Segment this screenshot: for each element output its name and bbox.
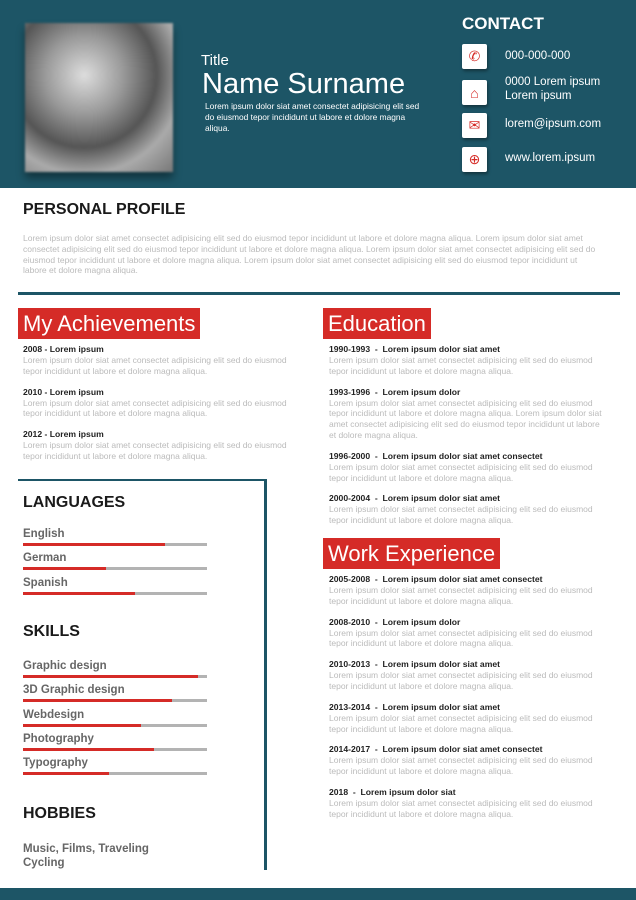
work-experience-list — [329, 573, 604, 829]
skill-label: Webdesign — [23, 708, 85, 721]
language-level-bar — [23, 567, 207, 570]
item-description: Lorem ipsum dolor siat amet consectet adipisicing elit sed do eiusmod tepor incididunt ut labore et dolore magna aliqua. — [23, 355, 287, 376]
item-description: Lorem ipsum dolor siat amet consectet adipisicing elit sed do eiusmod tepor incididunt ut labore et dolore magna aliqua. — [23, 397, 287, 419]
work-item — [329, 658, 604, 692]
hobbies-text: Music, Films, Traveling Cycling — [23, 843, 149, 869]
item-description: Lorem ipsum dolor siat amet consectet adipisicing elit sed do eiusmod tepor incididunt ut labore et dolore magna aliqua. — [329, 755, 593, 777]
item-description: Lorem ipsum dolor siat amet consectet adipisicing elit sed do eiusmod tepor incididunt ut labore et dolore magna aliqua. — [329, 712, 593, 734]
education-heading: Education — [323, 308, 431, 339]
item-description: Lorem ipsum dolor siat amet consectet adipisicing elit sed do eiusmod tepor incididunt ut labore et dolore magna aliqua. — [329, 504, 593, 526]
work-item — [329, 743, 604, 777]
language-row — [23, 527, 207, 551]
skills-heading: SKILLS — [23, 623, 80, 640]
item-description: Lorem ipsum dolor siat amet consectet adipisicing elit sed do eiusmod tepor incididunt ut labore et dolore magna aliqua. — [329, 627, 593, 649]
language-level-fill — [23, 592, 135, 595]
language-level-bar — [23, 543, 207, 546]
achievements-list — [23, 343, 298, 471]
skill-row — [23, 756, 207, 780]
work-item — [329, 701, 604, 735]
item-description: Lorem ipsum dolor siat amet consectet adipisicing elit sed do eiusmod tepor incididunt ut labore et dolore magna aliqua. — [329, 461, 593, 483]
contact-item-text: 0000 Lorem ipsum Lorem ipsum — [505, 76, 601, 102]
skill-level-bar — [23, 699, 207, 702]
skill-row — [23, 732, 207, 756]
skill-row — [23, 683, 207, 707]
skill-level-fill — [23, 772, 109, 775]
item-title: 2000-2004 - Lorem ipsum dolor siat amet — [329, 493, 500, 504]
work-item — [329, 573, 604, 607]
contact-item-text: 000-000-000 — [505, 50, 571, 62]
item-title: 2018 - Lorem ipsum dolor siat — [329, 786, 456, 797]
achievement-item — [23, 343, 298, 377]
header-summary: Lorem ipsum dolor siat amet consectet adipisicing elit sed do eiusmod tepor incididunt ut labore et dolore magna aliqua. — [205, 101, 420, 133]
language-row — [23, 551, 207, 575]
work-experience-heading: Work Experience — [323, 538, 500, 569]
job-title: Title — [201, 52, 229, 69]
skill-level-bar — [23, 724, 207, 727]
skill-level-fill — [23, 724, 141, 727]
skill-level-bar — [23, 772, 207, 775]
skills-list — [23, 659, 207, 780]
skill-level-bar — [23, 748, 207, 751]
home-icon: ⌂ — [462, 80, 487, 105]
language-label: Spanish — [23, 576, 68, 589]
education-list — [329, 343, 604, 535]
item-description: Lorem ipsum dolor siat amet consectet adipisicing elit sed do eiusmod tepor incididunt ut labore et dolore magna aliqua. — [329, 355, 593, 376]
education-item — [329, 386, 604, 441]
section-divider — [18, 292, 620, 295]
footer-band — [0, 888, 636, 900]
item-description: Lorem ipsum dolor siat amet consectet adipisicing elit sed do eiusmod tepor incididunt ut labore et dolore magna aliqua. — [23, 440, 287, 461]
item-title: 1993-1996 - Lorem ipsum dolor — [329, 386, 461, 397]
skill-label: 3D Graphic design — [23, 684, 125, 697]
personal-profile-text: Lorem ipsum dolor siat amet consectet adipisicing elit sed do eiusmod tepor incididunt ut labore et dolore magna aliqua. Lorem ipsum dolor siat amet consectet adipisicing elit sed do eiusmod tepor incididunt ut labore et dolore magna aliqua. Lorem ipsum dolor siat amet consectet adipisicing elit sed do eiusmod tepor incididunt ut labore et dolore magna aliqua. Lorem ipsum dolor siat amet consectet adipisicing elit sed do eiusmod tepor incididunt ut labore et dolore magna aliqua. — [23, 233, 596, 276]
item-description: Lorem ipsum dolor siat amet consectet adipisicing elit sed do eiusmod tepor incididunt ut labore et dolore magna aliqua. Lorem ipsum dolor siat amet consectet adipisicing elit sed do eiusmod tepor incididunt ut labore et dolore magna aliqua. — [329, 397, 602, 440]
contact-item-text: lorem@ipsum.com — [505, 118, 602, 130]
language-level-bar — [23, 592, 207, 595]
language-label: English — [23, 528, 65, 540]
item-title: 2008 - Lorem ipsum — [23, 344, 104, 354]
work-item — [329, 616, 604, 650]
globe-icon: ⊕ — [462, 147, 487, 172]
skill-label: Photography — [23, 732, 94, 745]
item-title: 2013-2014 - Lorem ipsum dolor siat amet — [329, 701, 500, 712]
item-title: 2010 - Lorem ipsum — [23, 386, 104, 397]
item-title: 2005-2008 - Lorem ipsum dolor siat amet consectet — [329, 574, 543, 584]
item-title: 2014-2017 - Lorem ipsum dolor siat amet consectet — [329, 744, 543, 755]
education-item — [329, 343, 604, 377]
skill-row — [23, 708, 207, 732]
skill-level-bar — [23, 675, 207, 678]
item-description: Lorem ipsum dolor siat amet consectet adipisicing elit sed do eiusmod tepor incididunt ut labore et dolore magna aliqua. — [329, 797, 593, 819]
item-description: Lorem ipsum dolor siat amet consectet adipisicing elit sed do eiusmod tepor incididunt ut labore et dolore magna aliqua. — [329, 670, 593, 691]
item-title: 2008-2010 - Lorem ipsum dolor — [329, 616, 461, 627]
item-title: 2010-2013 - Lorem ipsum dolor siat amet — [329, 659, 500, 670]
skill-label: Typography — [23, 757, 88, 770]
item-title: 1990-1993 - Lorem ipsum dolor siat amet — [329, 344, 500, 354]
hobbies-heading: HOBBIES — [23, 805, 96, 822]
personal-profile-heading: PERSONAL PROFILE — [23, 201, 186, 218]
education-item — [329, 450, 604, 484]
work-item — [329, 786, 604, 820]
languages-heading: LANGUAGES — [23, 494, 126, 511]
skill-level-fill — [23, 675, 198, 678]
profile-photo — [25, 23, 173, 172]
skill-row — [23, 659, 207, 683]
item-title: 2012 - Lorem ipsum — [23, 429, 104, 440]
language-level-fill — [23, 543, 165, 546]
languages-list — [23, 527, 207, 600]
education-item — [329, 492, 604, 526]
language-level-fill — [23, 567, 106, 570]
full-name: Name Surname — [202, 68, 406, 100]
contact-item-text: www.lorem.ipsum — [505, 152, 596, 164]
achievement-item — [23, 428, 298, 462]
skill-level-fill — [23, 699, 172, 702]
achievement-item — [23, 386, 298, 420]
mail-icon: ✉ — [462, 113, 487, 138]
language-row — [23, 576, 207, 600]
item-title: 1996-2000 - Lorem ipsum dolor siat amet consectet — [329, 450, 543, 461]
skill-label: Graphic design — [23, 660, 107, 672]
skill-level-fill — [23, 748, 154, 751]
item-description: Lorem ipsum dolor siat amet consectet adipisicing elit sed do eiusmod tepor incididunt ut labore et dolore magna aliqua. — [329, 585, 593, 606]
achievements-heading: My Achievements — [18, 308, 200, 339]
contact-heading: CONTACT — [462, 14, 544, 33]
language-label: German — [23, 552, 67, 565]
phone-icon: ✆ — [462, 44, 487, 69]
